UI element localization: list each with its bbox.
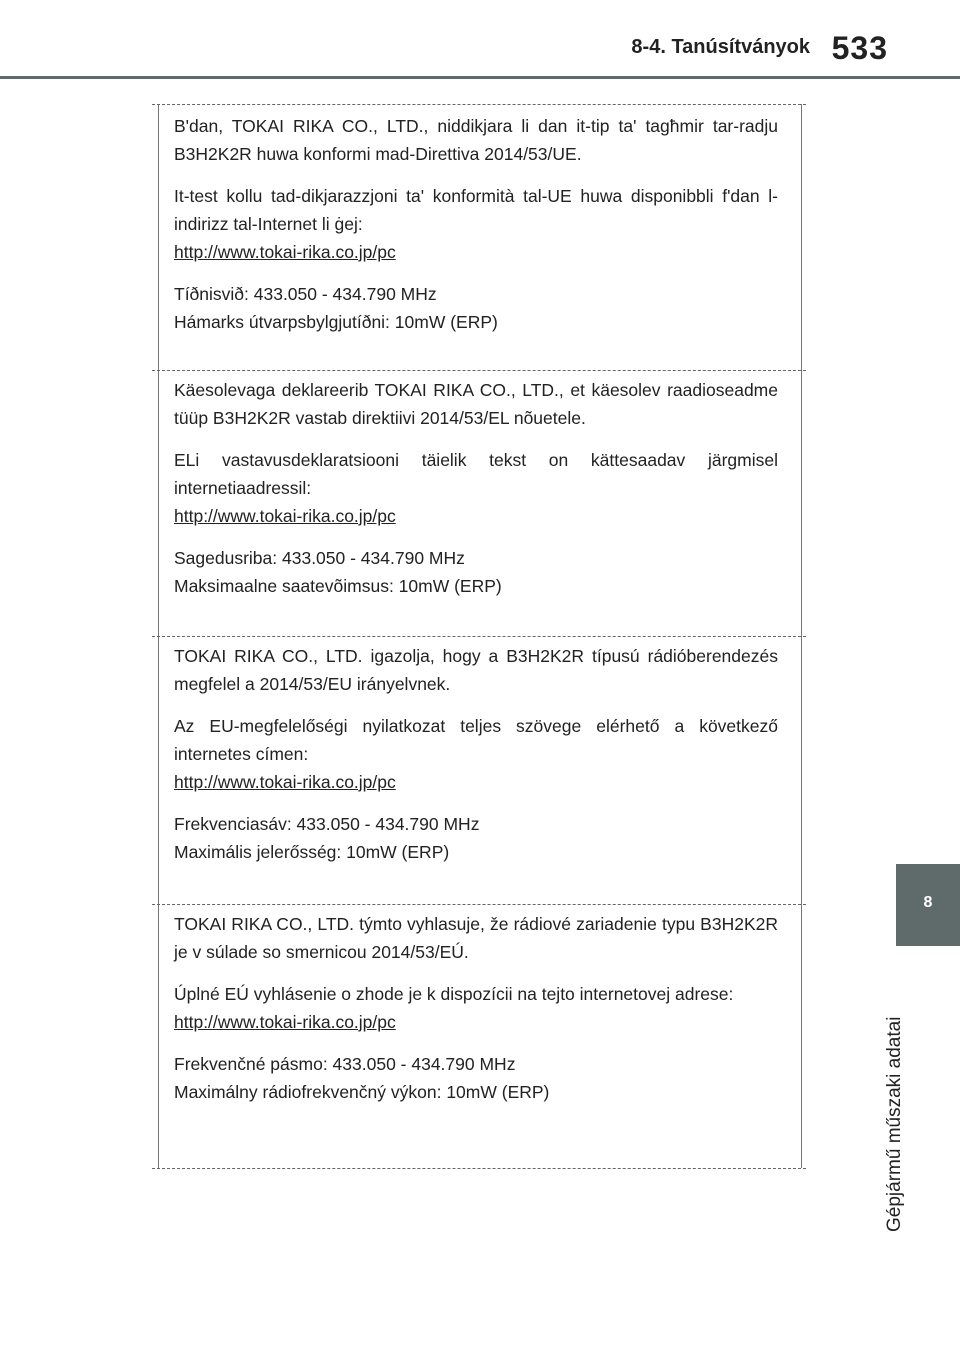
chapter-number: 8	[923, 894, 933, 911]
declaration-document	[158, 104, 806, 1168]
max-power: Maximális jelerősség: 10mW (ERP)	[174, 842, 450, 862]
declaration-availability: It-test kollu tad-dikjarazzjoni ta' konformità tal-UE huwa disponibbli f'dan l-indirizz tal-Internet li ġej:	[174, 186, 778, 234]
section-title: 8-4. Tanúsítványok	[631, 36, 810, 58]
page-number: 533	[831, 30, 888, 66]
max-power: Maksimaalne saatevõimsus: 10mW (ERP)	[174, 576, 502, 596]
frequency-band: Tíðnisvið: 433.050 - 434.790 MHz	[174, 284, 437, 304]
document-bottom-border	[158, 1168, 806, 1169]
frequency-band: Frekvenčné pásmo: 433.050 - 434.790 MHz	[174, 1054, 516, 1074]
max-power: Maximálny rádiofrekvenčný výkon: 10mW (ERP)	[174, 1082, 550, 1102]
declaration-availability: Úplné EÚ vyhlásenie o zhode je k dispozícii na tejto internetovej adrese:	[174, 984, 734, 1004]
declaration-url[interactable]: http://www.tokai-rika.co.jp/pc	[174, 506, 396, 526]
block-separator	[152, 104, 806, 105]
block-separator	[152, 636, 806, 637]
declaration-url[interactable]: http://www.tokai-rika.co.jp/pc	[174, 772, 396, 792]
declaration-block-maltese	[158, 104, 806, 370]
chapter-title: Gépjármű műszaki adatai	[884, 1016, 905, 1232]
declaration-statement: Käesolevaga deklareerib TOKAI RIKA CO., LTD., et käesolev raadioseadme tüüp B3H2K2R vastab direktiivi 2014/53/EL nõuetele.	[174, 380, 778, 428]
max-power: Hámarks útvarpsbylgjutíðni: 10mW (ERP)	[174, 312, 498, 332]
declaration-block-estonian	[158, 370, 806, 636]
chapter-tab	[896, 864, 960, 946]
declaration-statement: TOKAI RIKA CO., LTD. týmto vyhlasuje, že rádiové zariadenie typu B3H2K2R je v súlade so smernicou 2014/53/EÚ.	[174, 914, 778, 962]
declaration-url[interactable]: http://www.tokai-rika.co.jp/pc	[174, 242, 396, 262]
declaration-block-slovak	[158, 904, 806, 1168]
block-separator	[152, 904, 806, 905]
page-header	[0, 0, 960, 80]
declaration-availability: ELi vastavusdeklaratsiooni täielik tekst on kättesaadav järgmisel internetiaadressil:	[174, 450, 778, 498]
declaration-block-hungarian	[158, 636, 806, 904]
frequency-band: Sagedusriba: 433.050 - 434.790 MHz	[174, 548, 465, 568]
declaration-statement: B'dan, TOKAI RIKA CO., LTD., niddikjara li dan it-tip ta' tagħmir tar-radju B3H2K2R huwa konformi mad-Direttiva 2014/53/UE.	[174, 116, 778, 164]
declaration-url[interactable]: http://www.tokai-rika.co.jp/pc	[174, 1012, 396, 1032]
declaration-statement: TOKAI RIKA CO., LTD. igazolja, hogy a B3H2K2R típusú rádióberendezés megfelel a 2014/53/EU irányelvnek.	[174, 646, 778, 694]
block-separator	[152, 1168, 806, 1169]
block-separator	[152, 370, 806, 371]
frequency-band: Frekvenciasáv: 433.050 - 434.790 MHz	[174, 814, 480, 834]
header-divider	[0, 76, 960, 79]
declaration-availability: Az EU-megfelelőségi nyilatkozat teljes szövege elérhető a következő internetes címen:	[174, 716, 778, 764]
